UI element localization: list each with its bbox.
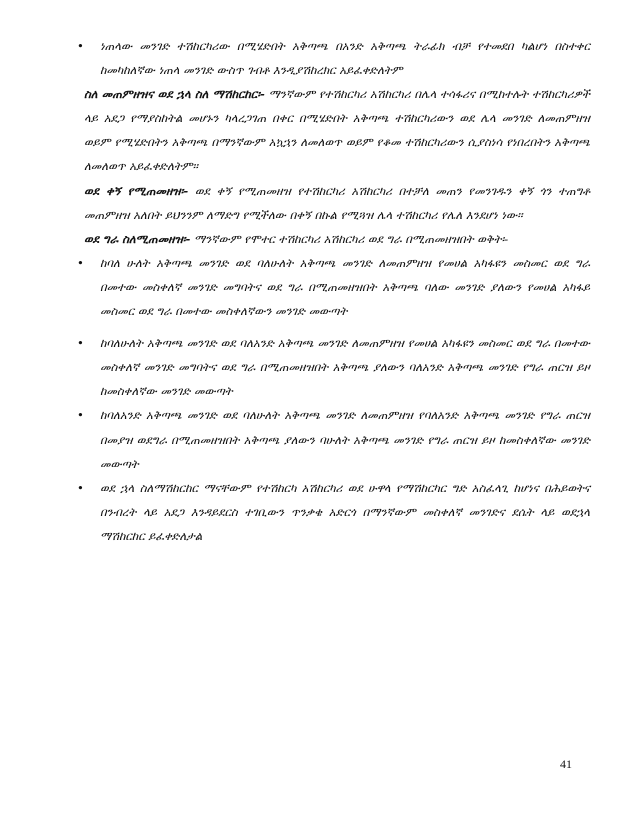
list-item (77, 251, 590, 323)
bullet-icon: • (77, 336, 84, 351)
section-heading: ወደ ቀኝ የሚጠመዘዝ፡- (84, 183, 189, 198)
list-spacer (84, 323, 590, 331)
section-heading: ወደ ግራ ስለሚጠመዘዝ፡- (84, 231, 191, 246)
section-heading: ስለ መጠምዘዝና ወደ ኋላ ስለ ማሽከርከር፡- (84, 87, 265, 102)
bullet-icon: • (77, 480, 84, 495)
bullet-text: ከባለ ሁለት አቅጣጫ መንገድ ወደ ባለሁለት አቅጣጫ መንገድ ለመጠምዘዝ የመሀል አካፋዩን መስመር ወደ ግራ በመተው መስቀለኛ መንገድ መግባትና ወደ ግራ በሚጠመዘዝበት አቅጣጫ ባለው መንገድ ያለውን የመሀል አካፋይ መስመር ወደ ግራ በመተው መስቀለኛውን መንገድ መውጣት (100, 255, 590, 319)
bullet-icon: • (77, 255, 84, 270)
page-body (77, 34, 591, 548)
bullet-text: ከባለአንድ አቅጣጫ መንገድ ወደ ባለሁለት አቅጣጫ መንገድ ለመጠምዘዝ የባለአንድ አቅጣጫ መንገድ የግራ ጠርዝ በመያዝ ወደግራ በሚጠመዘዝበት አቅጣጫ ያለውን ባሁለት አቅጣጫ መንገድ የግራ ጠርዝ ይዞ ከመስቀለኛው መንገድ መውጣት (100, 408, 590, 471)
section-left-turn-paragraph (84, 227, 590, 251)
bullet-icon: • (77, 39, 84, 53)
bullet-text: ነጠላው መንገድ ተሽከርካሪው በሚሄድበት አቅጣጫ በአንድ አቅጣጫ ትራፊክ ብቻ የተመደበ ካልሆነ በስተቀር ከመካከለኛው ነጠላ መንገድ ውስጥ ገብቶ እንዲያሽከረክር አይፈቀድለትም (100, 39, 590, 78)
section-text: ማንኛውም የሞተር ተሽከርካሪ አሽከርካሪ ወደ ግራ በሚጠመዘዝበት ወቅት፡- (194, 231, 509, 246)
list-item (77, 403, 590, 475)
section-right-turn-paragraph (84, 179, 590, 227)
bullet-icon: • (77, 408, 84, 423)
top-bullet-list (77, 34, 590, 82)
list-item (77, 476, 590, 548)
list-item (77, 331, 590, 403)
left-turn-bullet-list (77, 251, 590, 548)
section-return-paragraph (84, 82, 590, 178)
bullet-text: ከባለሁለት አቅጣጫ መንገድ ወደ ባለአንድ አቅጣጫ መንገድ ለመጠምዘዝ የመሀል አካፋዩን መስመር ወደ ግራ በመተው መስቀለኛ መንገድ መግባትና ወደ ግራ በሚጠመዘዝበት አቅጣጫ ያለውን ባለአንድ አቅጣጫ መንገድ የግራ ጠርዝ ይዞ ከመስቀለኛው መንገድ መውጣት (100, 336, 590, 399)
bullet-text: ወደ ኋላ ስለማሽከርከር ማናቸውም የተሽከርካ አሽከርካሪ ወደ ሁዋላ የማሽከርካር ግድ አስፈላጊ ከሆነና በሕይወትና በንብረት ላይ አደጋ እንዳይደርስ ተገቢውን ጥንቃቄ አድርጎ በማንኛውም መስቀለኛ መንገድና ደሴት ላይ ወደኋላ ማሽከርከር ይፈቀድለታል (100, 480, 590, 543)
section-text: ማንኛውም የተሽከርካሪ አሽከርካሪ በሌላ ተሳፋሪና በሚከተሉት ተሽከርካሪዎች ላይ አደጋ የማያስከትል መሆኑን ካላረጋገጠ በቀር በሚሄድበት አቅጣጫ ተሽከርካሪውን ወደ ሌላ መንገድ ለመጠምዘዝ ወይም የሚሄድበትን አቅጣጫ በማንኛውም አኳኋን ለመለወጥ ወይም የቆመ ተሽከርካሪውን ሲያስነሳ የነበረበትን አቅጣጫ ለመለወጥ አይፈቀድለትም፡፡ (84, 87, 591, 174)
page-number: 41 (560, 757, 572, 771)
list-item (77, 34, 590, 82)
section-text: ወደ ቀኝ የሚጠመዘዝ የተሽከርካሪ አሽከርካሪ በተቻለ መጠን የመንገዱን ቀኝ ጎን ተጠግቶ መጠምዘዝ አለበት ይህንንም ለማድግ የሚችለው በቀኝ በኩል የሚጓዝ ሌላ ተሽከርካሪ የሌለ እንደሆነ ነው፡፡ (84, 183, 590, 222)
